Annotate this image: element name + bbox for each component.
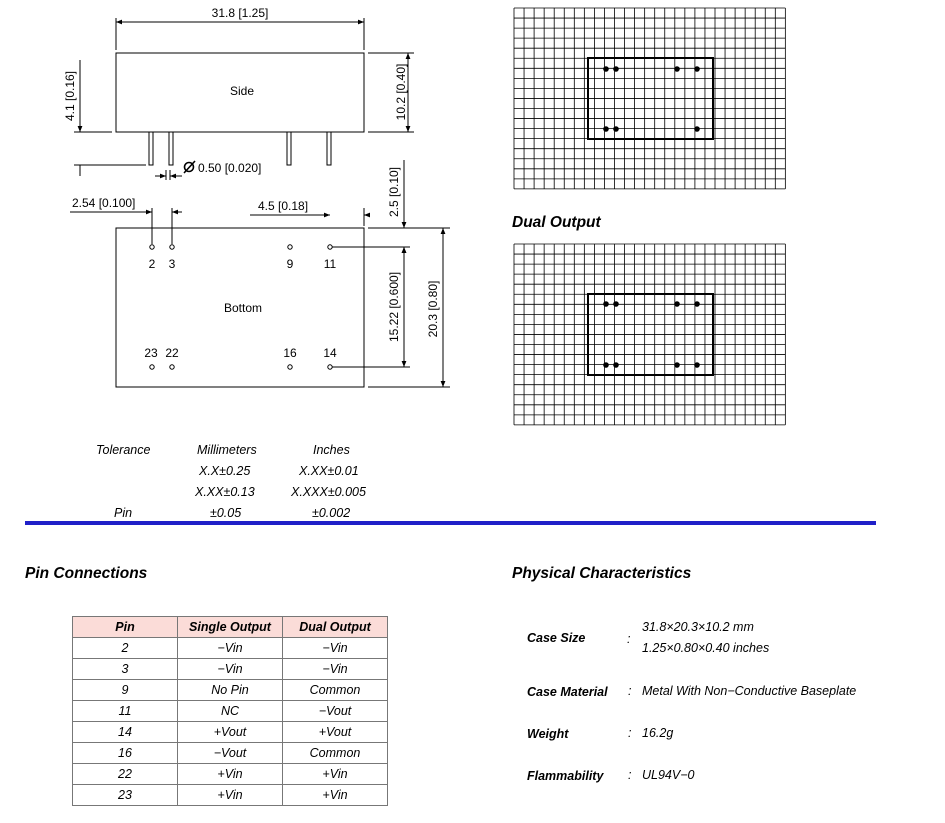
pin-dot (603, 301, 609, 307)
table-row (73, 764, 388, 785)
pin-number: 16 (283, 346, 297, 360)
dim-row-spacing-label: 15.22 [0.600] (387, 271, 401, 343)
pin-dot (674, 66, 680, 72)
table-cell: −Vin (283, 659, 388, 680)
table-row (73, 638, 388, 659)
dim-edge-label: 2.5 [0.10] (387, 166, 401, 218)
pin-dot (613, 126, 619, 132)
side-view-label: Side (229, 84, 255, 98)
pin-dot (603, 126, 609, 132)
pin-dot (613, 66, 619, 72)
tolerance-mm-value: X.XX±0.13 (195, 485, 255, 499)
pin-dot (694, 301, 700, 307)
table-row (73, 680, 388, 701)
column-header: Pin (73, 617, 178, 638)
table-row (73, 785, 388, 806)
table-cell: −Vin (178, 638, 283, 659)
table-cell: Common (283, 743, 388, 764)
pin-number: 14 (323, 346, 337, 360)
pin-dot (613, 301, 619, 307)
table-cell: −Vin (283, 638, 388, 659)
pin-hole (150, 245, 154, 249)
dim-offset-label: 4.5 [0.18] (258, 199, 309, 213)
tolerance-in-value: X.XX±0.01 (299, 464, 359, 478)
table-cell: +Vin (283, 785, 388, 806)
dual-output-grid (514, 244, 785, 425)
pin-dot (603, 66, 609, 72)
case-material-value: Metal With Non−Conductive Baseplate (642, 684, 857, 698)
tolerance-mm-value: ±0.05 (210, 506, 242, 520)
physical-characteristics-title: Physical Characteristics (512, 565, 692, 582)
pin-hole (328, 365, 332, 369)
table-cell: −Vout (178, 743, 283, 764)
flammability-value: UL94V−0 (642, 768, 695, 782)
case-size-mm: 31.8×20.3×10.2 mm (642, 620, 754, 634)
pin-hole (170, 365, 174, 369)
pin-hole (150, 365, 154, 369)
tolerance-mm-value: X.X±0.25 (199, 464, 251, 478)
pin-connections-table (72, 616, 388, 806)
table-cell: +Vout (178, 722, 283, 743)
column-header: Dual Output (283, 617, 388, 638)
table-cell: 2 (73, 638, 178, 659)
colon: : (627, 632, 631, 646)
pin-hole (170, 245, 174, 249)
table-cell: 23 (73, 785, 178, 806)
pin-hole (288, 365, 292, 369)
table-cell: 3 (73, 659, 178, 680)
dim-height-label: 10.2 [0.40] (394, 63, 408, 121)
table-cell: 22 (73, 764, 178, 785)
tolerance-in-value: ±0.002 (312, 506, 351, 520)
table-row (73, 659, 388, 680)
table-cell: +Vin (178, 785, 283, 806)
weight-label: Weight (527, 727, 569, 741)
mechanical-drawing (0, 0, 480, 440)
pin-hole (288, 245, 292, 249)
table-row (73, 722, 388, 743)
table-row (73, 701, 388, 722)
pin-number: 23 (144, 346, 158, 360)
pin-connections-title: Pin Connections (25, 565, 148, 582)
pin-dot (694, 66, 700, 72)
case-size-label: Case Size (527, 631, 586, 645)
tolerance-row-label: Pin (114, 506, 133, 520)
tolerance-in-header: Inches (313, 443, 350, 457)
diameter-symbol-icon (184, 161, 195, 173)
weight-value: 16.2g (642, 726, 674, 740)
tolerance-in-value: X.XXX±0.005 (291, 485, 366, 499)
table-cell: 16 (73, 743, 178, 764)
module-outline (588, 294, 713, 375)
dual-output-title: Dual Output (512, 214, 601, 231)
pin-number: 2 (148, 257, 156, 271)
table-cell: 14 (73, 722, 178, 743)
pin-number: 22 (165, 346, 179, 360)
dim-width-label: 20.3 [0.80] (426, 280, 440, 338)
column-header: Single Output (178, 617, 283, 638)
pin-dot (674, 362, 680, 368)
table-cell: −Vout (283, 701, 388, 722)
single-output-grid (514, 8, 785, 189)
colon: : (628, 684, 632, 698)
pin-number: 3 (168, 257, 176, 271)
table-cell: No Pin (178, 680, 283, 701)
pin-dot (603, 362, 609, 368)
tolerance-mm-header: Millimeters (197, 443, 257, 457)
table-row (73, 743, 388, 764)
pin-dot (674, 301, 680, 307)
pin-dot (694, 126, 700, 132)
pin-number: 11 (323, 257, 337, 271)
table-cell: Common (283, 680, 388, 701)
pin-dot (613, 362, 619, 368)
table-cell: 11 (73, 701, 178, 722)
pin-dot (694, 362, 700, 368)
pin-hole (328, 245, 332, 249)
dim-length-label: 31.8 [1.25] (211, 6, 269, 20)
pin-number: 9 (286, 257, 294, 271)
table-cell: 9 (73, 680, 178, 701)
flammability-label: Flammability (527, 769, 604, 783)
dim-pitch-label: 2.54 [0.100] (72, 196, 136, 210)
section-divider (25, 521, 876, 525)
colon: : (628, 768, 632, 782)
dim-pin-dia-label: 0.50 [0.020] (198, 161, 262, 175)
case-material-label: Case Material (527, 685, 608, 699)
bottom-view-label: Bottom (223, 301, 263, 315)
table-cell: +Vin (283, 764, 388, 785)
tolerance-label: Tolerance (96, 443, 151, 457)
dim-pin-stub-label: 4.1 [0.16] (63, 70, 77, 122)
colon: : (628, 726, 632, 740)
table-cell: +Vout (283, 722, 388, 743)
module-outline (588, 58, 713, 139)
case-size-in: 1.25×0.80×0.40 inches (642, 641, 770, 655)
table-cell: +Vin (178, 764, 283, 785)
table-cell: NC (178, 701, 283, 722)
table-cell: −Vin (178, 659, 283, 680)
